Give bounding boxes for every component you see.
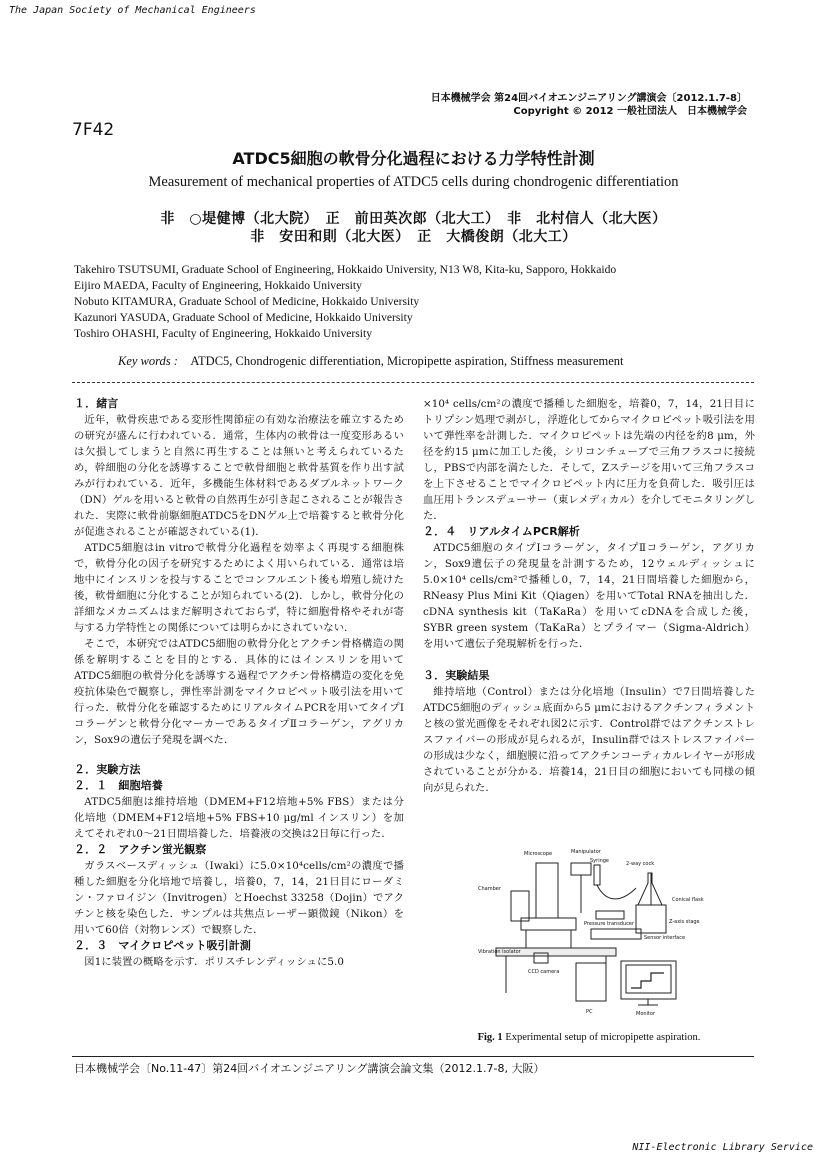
label-vibration: Vibration isolator	[478, 949, 521, 955]
chamber-shape	[511, 891, 529, 921]
label-ccd: CCD camera	[528, 969, 560, 975]
right-column	[423, 396, 755, 652]
keywords	[118, 354, 624, 369]
experimental-setup-figure	[476, 843, 726, 1023]
footer-rule	[72, 1056, 754, 1057]
manipulator-shape	[571, 863, 591, 875]
figure-caption	[423, 1032, 755, 1043]
keywords-text: ATDC5, Chondrogenic differentiation, Micropipette aspiration, Stiffness measurement	[190, 354, 624, 368]
affiliation-2: Eijiro MAEDA, Faculty of Engineering, Hokkaido University	[74, 279, 362, 292]
affiliation-5: Toshiro OHASHI, Faculty of Engineering, Hokkaido University	[74, 327, 373, 340]
label-manipulator: Manipulator	[571, 849, 601, 855]
paper-id: 7F42	[72, 120, 115, 140]
conical-flask-shape	[638, 873, 662, 905]
pressure-transducer-shape	[596, 911, 624, 919]
figure-caption-label: Fig. 1	[477, 1032, 503, 1043]
pc-shape	[576, 963, 606, 1001]
paragraph: ATDC5細胞のタイプⅠコラーゲン，タイプⅡコラーゲン，アグリカン，Sox9遺伝子の発現量を計測するため，12ウェルディッシュに5.0×10⁴ cells/cm²で播種し0，7，14，21日間培養した細胞から，RNeasy Plus Mini Kit（Qiagen）を用いてTotal RNAを抽出した．cDNA synthesis kit（TaKaRa）を用いてcDNAを合成した後，SYBR green system（TaKaRa）とプライマー（Sigma-Aldrich）を用いて遺伝子発現解析を行った．	[423, 542, 755, 650]
paragraph: ATDC5細胞は維持培地（DMEM+F12培地+5% FBS）または分化培地（DMEM+F12培地+5% FBS+10 μg/ml インスリン）を加えてそれぞれ0〜21日間培養した．培養液の交換は2日毎に行った．	[74, 796, 404, 840]
paragraph: ガラスベースディッシュ（Iwaki）に5.0×10⁴cells/cm²の濃度で播種した細胞を分化培地で培養し，培養0，7，14，21日目にローダミン・ファロイジン（Invitrogen）とHoechst 33258（Dojin）でアクチンと核を染色した．サンプルは共焦点レーザー顕微鏡（Nikon）を用いて60倍（対物レンズ）で観察した．	[74, 860, 404, 936]
label-pc: PC	[586, 1009, 593, 1015]
label-syringe: Syringe	[590, 858, 609, 864]
paragraph: ATDC5細胞はin vitroで軟骨分化過程を効率よく再現する細胞株で，軟骨分化の因子を研究するためによく用いられている．通常は培地中にインスリンを投与することでコンフルエント後も増殖し続けた後，軟骨細胞に分化することが知られている(2)．しかし，軟骨分化の詳細なメカニズムはまだ解明されておらず，特に細胞骨格やそれが寄与する力学特性との関係については明らかにされていない．	[74, 542, 404, 634]
title-japanese: ATDC5細胞の軟骨分化過程における力学特性計測	[232, 149, 595, 168]
left-column	[74, 396, 404, 970]
paragraph: 維持培地（Control）または分化培地（Insulin）で7日間培養したATDC5細胞のディッシュ底面から5 μmにおけるアクチンフィラメントと核の蛍光画像をそれぞれ図2に示す．Control群ではアクチンストレスファイバーの形成が見られるが，Insulin群ではストレスファイバーの形成は少なく，細胞膜に沿ってアクチンコーティカルレイヤーが形成されていることが分かる．培養14，21日目の細胞においても同様の傾向が見られた．	[423, 686, 755, 794]
affiliations	[74, 262, 616, 342]
figure-caption-text: Experimental setup of micropipette aspiration.	[505, 1032, 701, 1043]
microscope-shape	[536, 863, 558, 918]
label-conical: Conical flask	[672, 897, 704, 903]
title-english: Measurement of mechanical properties of ATDC5 cells during chondrogenic differentiation	[148, 174, 679, 190]
label-monitor: Monitor	[636, 1011, 656, 1017]
paragraph: 近年，軟骨疾患である変形性関節症の有効な治療法を確立するための研究が盛んに行われている．通常，生体内の軟骨は一度変形あるいは欠損してしまうと自然に再生することは無いと考えられているため，幹細胞の分化を誘導することで軟骨細胞と軟骨基質を作り出す試みが行われている．近年，多機能生体材料であるダブルネットワーク（DN）ゲルを用いると軟骨の自然再生が引き起こされることが報告された．実際に軟骨前駆細胞ATDC5をDNゲル上で培養すると軟骨分化が促進されることが確認されている(1)．	[74, 414, 404, 538]
proceedings-footer: 日本機械学会〔No.11-47〕第24回バイオエンジニアリング講演会論文集（2012.1.7-8, 大阪）	[74, 1062, 545, 1075]
label-2way: 2-way cock	[626, 861, 655, 867]
label-microscope: Microscope	[524, 851, 553, 857]
authors-line-1: 非 ○堤健博（北大院） 正 前田英次郎（北大工） 非 北村信人（北大医）	[160, 211, 667, 227]
conference-header	[431, 92, 747, 118]
affiliation-3: Nobuto KITAMURA, Graduate School of Medicine, Hokkaido University	[74, 295, 420, 308]
paragraph: 図1に装置の概略を示す．ポリスチレンディッシュに5.0	[84, 956, 345, 968]
affiliation-4: Kazunori YASUDA, Graduate School of Medicine, Hokkaido University	[74, 311, 413, 324]
affiliation-1: Takehiro TSUTSUMI, Graduate School of Engineering, Hokkaido University, N13 W8, Kita-ku, Sapporo, Hokkaido	[74, 263, 617, 276]
section-3-heading: ３．実験結果	[423, 669, 490, 682]
label-pressure: Pressure transducer	[584, 921, 635, 927]
section-2-heading: ２．実験方法	[74, 763, 141, 776]
authors-line-2: 非 安田和則（北大医） 正 大橋俊朗（北大工）	[250, 229, 577, 245]
section-2-1-heading: ２．１ 細胞培養	[74, 779, 163, 792]
section-2-2-heading: ２．２ アクチン蛍光観察	[74, 843, 207, 856]
label-sensor: Sensor interface	[644, 935, 686, 941]
sensor-interface-shape	[591, 929, 641, 939]
section-2-4-heading: ２．４ リアルタイムPCR解析	[423, 525, 581, 538]
conference-name: 日本機械学会 第24回バイオエンジニアリング講演会〔2012.1.7-8〕	[430, 93, 747, 104]
right-column-results	[423, 668, 755, 796]
paragraph: ×10⁴ cells/cm²の濃度で播種した細胞を，培養0，7，14，21日目にトリプシン処理で剥がし，浮遊化してからマイクロピペット吸引法を用いて弾性率を計測した．マイクロピペットは先端の内径を約8 μm，外径を約15 μmに加工した後，シリコンチューブで三角フラスコに接続し，PBSで内部を満たした．そして，Zステージを用いて三角フラスコを上下させることでマイクロピペット内に圧力を負荷した．吸引圧は血圧用トランスデューサー（東レメディカル）を介してモニタリングした．	[423, 398, 755, 522]
label-chamber: Chamber	[478, 886, 501, 892]
section-2-3-heading: ２．３ マイクロピペット吸引計測	[74, 939, 251, 952]
keywords-label: Key words :	[118, 354, 178, 368]
separator-line	[72, 382, 754, 383]
paragraph: そこで，本研究ではATDC5細胞の軟骨分化とアクチン骨格構造の関係を解明することを目的とする．具体的にはインスリンを用いてATDC5細胞の軟骨分化を誘導する過程でアクチン骨格構造の変化を免疫抗体染色で観察し，弾性率計測をマイクロピペット吸引法を用いて行った．軟骨分化を確認するためにリアルタイムPCRを用いてタイプⅠコラーゲンと軟骨分化マーカーであるタイプⅡコラーゲン，アグリカン，Sox9の遺伝子発現を調べた．	[74, 638, 404, 746]
copyright-line: Copyright © 2012 一般社団法人 日本機械学会	[513, 106, 747, 117]
label-zstage: Z-axis stage	[669, 919, 700, 925]
society-header: The Japan Society of Mechanical Engineers	[9, 5, 256, 16]
nii-service-label: NII-Electronic Library Service	[632, 1142, 813, 1153]
section-1-heading: １．緒言	[74, 397, 119, 410]
